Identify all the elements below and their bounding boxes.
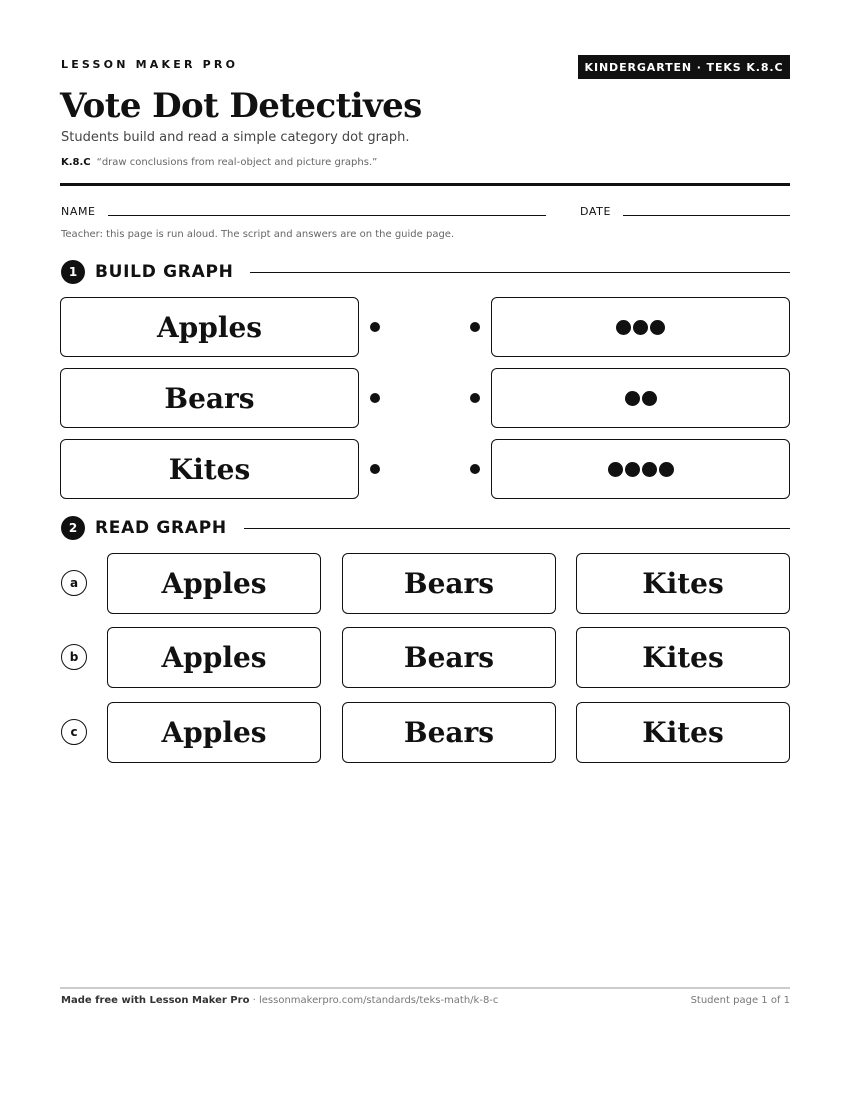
answer-choice-card[interactable]: [107, 702, 321, 763]
date-label: DATE: [580, 205, 612, 218]
vote-dot: [625, 462, 640, 477]
section-number-badge: 1: [61, 260, 85, 284]
match-connector-dot[interactable]: [370, 322, 380, 332]
answer-choice-card[interactable]: [107, 627, 321, 688]
name-label: NAME: [61, 205, 96, 218]
vote-dot-group: [607, 462, 675, 477]
teacher-note: Teacher: this page is run aloud. The script and answers are on the guide page.: [61, 229, 455, 240]
dot-count-card[interactable]: [491, 368, 790, 428]
vote-dot: [616, 320, 631, 335]
answer-choice-label: Kites: [642, 567, 724, 600]
answer-choice-label: Apples: [161, 716, 267, 749]
answer-choice-card[interactable]: [342, 553, 556, 614]
section-build-graph-heading: [61, 260, 234, 284]
answer-choice-card[interactable]: [342, 627, 556, 688]
vote-dot: [633, 320, 648, 335]
question-marker: c: [61, 719, 87, 745]
footer-credit: [61, 995, 498, 1006]
date-field[interactable]: [623, 215, 790, 216]
brand-name: LESSON MAKER PRO: [61, 58, 239, 71]
answer-choice-label: Apples: [161, 641, 267, 674]
vote-dot-group: [624, 391, 658, 406]
vote-dot-group: [615, 320, 666, 335]
vote-dot: [608, 462, 623, 477]
section-divider: [250, 272, 790, 273]
answer-choice-card[interactable]: [576, 553, 790, 614]
match-connector-dot[interactable]: [470, 393, 480, 403]
standard-line: [61, 157, 377, 168]
name-field[interactable]: [108, 215, 546, 216]
answer-choice-card[interactable]: [576, 702, 790, 763]
question-marker: b: [61, 644, 87, 670]
question-marker: a: [61, 570, 87, 596]
answer-choice-card[interactable]: [107, 553, 321, 614]
vote-dot: [642, 391, 657, 406]
vote-dot: [650, 320, 665, 335]
section-read-graph-heading: [61, 516, 227, 540]
answer-choice-label: Bears: [403, 716, 495, 749]
standard-text: “draw conclusions from real-object and picture graphs.”: [96, 157, 378, 168]
answer-choice-label: Kites: [642, 716, 724, 749]
footer-page-label: Student page 1 of 1: [690, 995, 790, 1006]
answer-choice-label: Apples: [161, 567, 267, 600]
category-label: Bears: [164, 381, 255, 415]
answer-choice-card[interactable]: [576, 627, 790, 688]
vote-dot: [659, 462, 674, 477]
vote-dot: [625, 391, 640, 406]
footer-divider: [60, 987, 790, 989]
section-number-badge: 2: [61, 516, 85, 540]
category-card[interactable]: [60, 439, 359, 499]
answer-choice-label: Kites: [642, 641, 724, 674]
answer-choice-label: Bears: [403, 641, 495, 674]
match-connector-dot[interactable]: [470, 464, 480, 474]
standard-code: K.8.C: [61, 157, 91, 168]
answer-choice-label: Bears: [403, 567, 495, 600]
match-connector-dot[interactable]: [370, 393, 380, 403]
dot-count-card[interactable]: [491, 439, 790, 499]
section-title: BUILD GRAPH: [95, 262, 234, 282]
worksheet-subtitle: Students build and read a simple category dot graph.: [61, 130, 410, 145]
vote-dot: [642, 462, 657, 477]
category-card[interactable]: [60, 297, 359, 357]
category-label: Apples: [156, 310, 263, 344]
section-title: READ GRAPH: [95, 518, 227, 538]
answer-choice-card[interactable]: [342, 702, 556, 763]
header-divider: [60, 183, 790, 186]
footer-made-with: Made free with Lesson Maker Pro: [61, 995, 250, 1006]
category-label: Kites: [168, 452, 251, 486]
section-divider: [244, 528, 790, 529]
match-connector-dot[interactable]: [470, 322, 480, 332]
dot-count-card[interactable]: [491, 297, 790, 357]
worksheet-title: Vote Dot Detectives: [60, 86, 422, 126]
category-card[interactable]: [60, 368, 359, 428]
match-connector-dot[interactable]: [370, 464, 380, 474]
footer-url: · lessonmakerpro.com/standards/teks-math/k-8-c: [249, 995, 499, 1006]
grade-badge: KINDERGARTEN · TEKS K.8.C: [578, 55, 790, 79]
